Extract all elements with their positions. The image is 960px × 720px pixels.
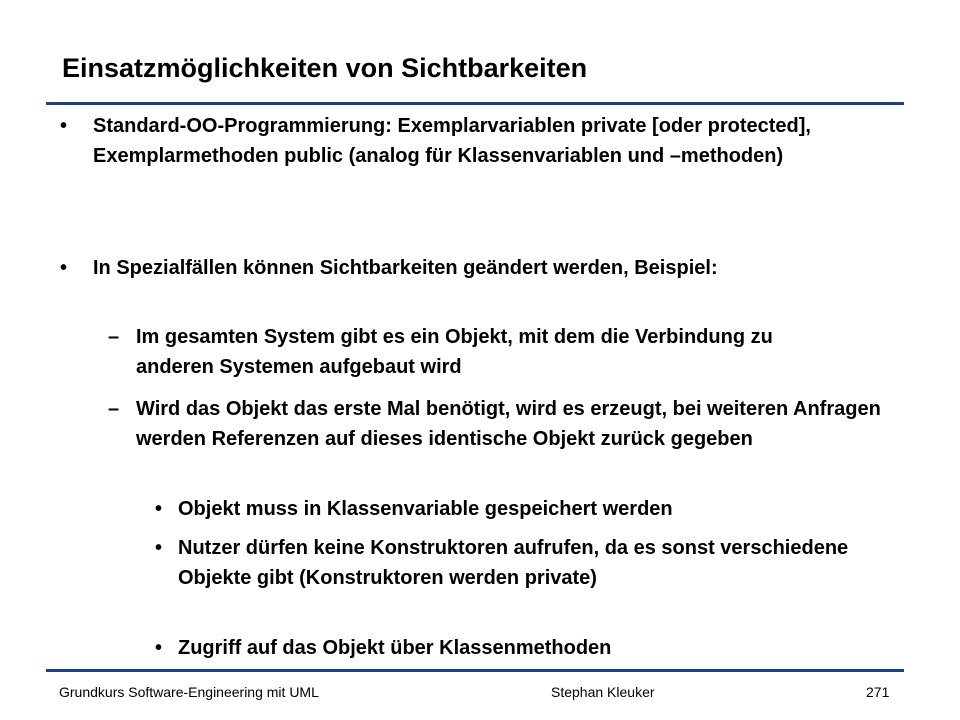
bullet-text: In Spezialfällen können Sichtbarkeiten geändert werden, Beispiel: — [93, 257, 718, 279]
footer-page-number: 271 — [866, 684, 890, 700]
subsubbullet-marker: • — [155, 637, 163, 659]
subbullet-text: Im gesamten System gibt es ein Objekt, mit dem die Verbindung zu anderen Systemen aufgebaut wird — [136, 326, 773, 378]
subsubbullet-marker: • — [155, 498, 163, 520]
footer-author: Stephan Kleuker — [551, 684, 655, 700]
footer-course: Grundkurs Software-Engineering mit UML — [59, 684, 319, 700]
footer-divider — [46, 669, 904, 672]
subbullet-marker: – — [108, 398, 120, 420]
subbullet-text: Wird das Objekt das erste Mal benötigt, wird es erzeugt, bei weiteren Anfragen werden Referenzen auf dieses identische Objekt zurück gegeben — [136, 398, 881, 450]
bullet-marker: • — [60, 115, 68, 137]
subsubbullet-text: Objekt muss in Klassenvariable gespeichert werden — [178, 498, 673, 520]
bullet-marker: • — [60, 257, 68, 279]
subsubbullet-text: Nutzer dürfen keine Konstruktoren aufrufen, da es sonst verschiedene Objekte gibt (Konstruktoren werden private) — [178, 537, 849, 589]
subbullet-marker: – — [108, 326, 120, 348]
bullet-text: Standard-OO-Programmierung: Exemplarvariablen private [oder protected], Exemplarmethoden public (analog für Klassenvariablen und –methoden) — [93, 115, 811, 167]
subsubbullet-text: Zugriff auf das Objekt über Klassenmethoden — [178, 637, 612, 659]
slide-title: Einsatzmöglichkeiten von Sichtbarkeiten — [62, 53, 588, 83]
subsubbullet-marker: • — [155, 537, 163, 559]
